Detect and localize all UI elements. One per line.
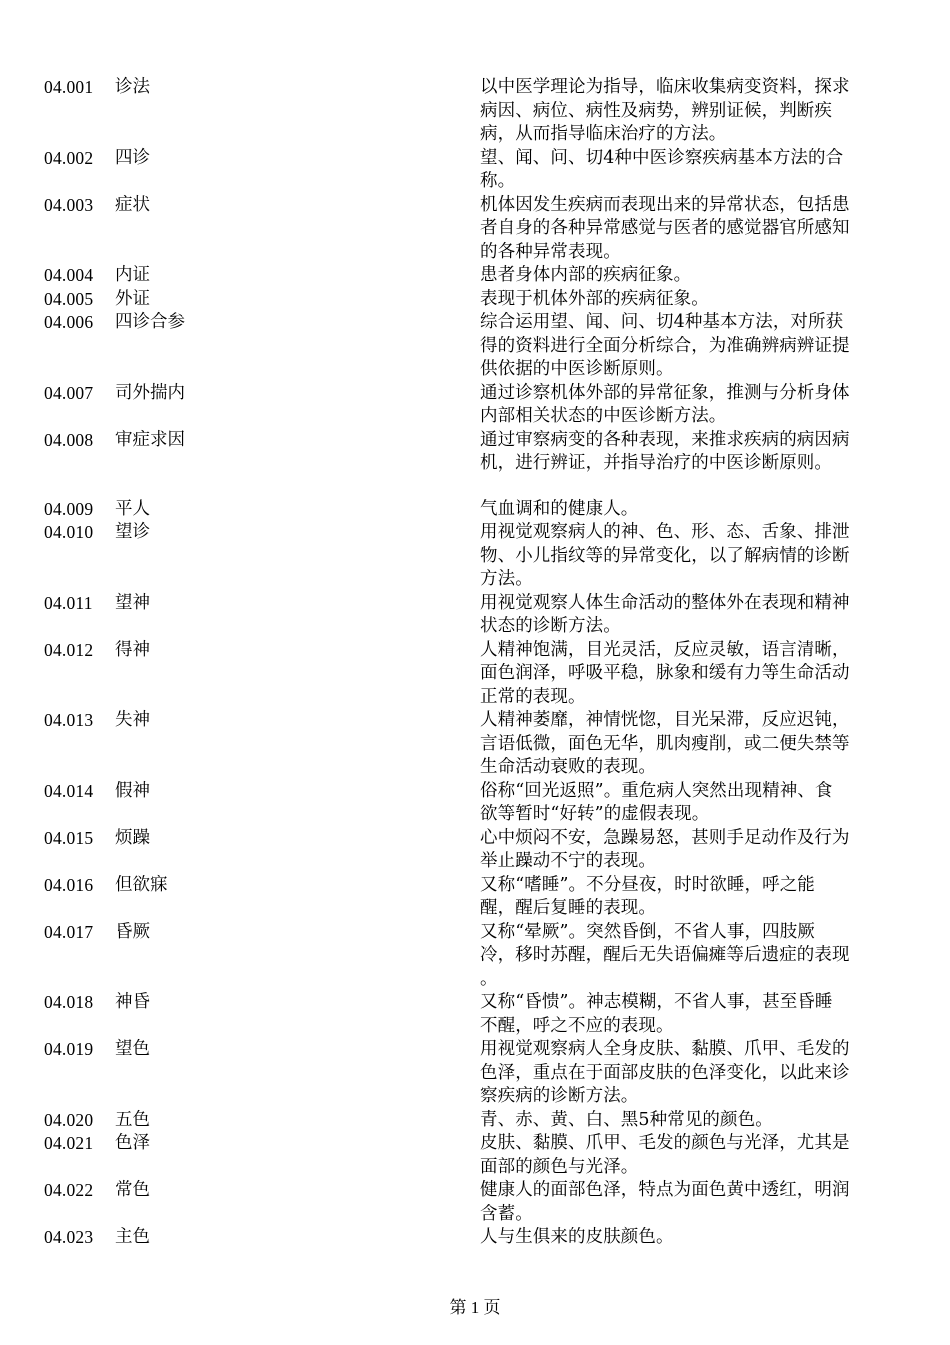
entry-code: 04.001	[44, 77, 94, 97]
entry-term: 望诊	[115, 522, 150, 542]
entry-term: 主色	[115, 1227, 150, 1247]
glossary-entry	[0, 874, 950, 921]
entry-term: 神昏	[115, 992, 150, 1012]
entry-definition: 健康人的面部色泽，特点为面色黄中透红，明润 含蓄。	[480, 1180, 850, 1224]
glossary-entry	[0, 264, 950, 288]
entry-definition: 通过审察病变的各种表现，来推求疾病的病因病 机，进行辨证，并指导治疗的中医诊断原则。	[480, 429, 850, 473]
entry-code: 04.018	[44, 992, 94, 1012]
glossary-entry	[0, 76, 950, 147]
glossary-entry	[0, 382, 950, 429]
entry-term: 症状	[115, 194, 150, 215]
entry-code: 04.008	[44, 429, 94, 450]
entry-definition: 气血调和的健康人。	[480, 498, 639, 519]
glossary-entry-list	[0, 76, 950, 1250]
entry-definition: 又称“晕厥”。突然昏倒，不省人事，四肢厥 冷，移时苏醒，醒后无失语偏瘫等后遗症的表现 。	[480, 921, 850, 989]
entry-code: 04.010	[44, 522, 94, 542]
entry-code: 04.006	[44, 312, 94, 332]
entry-definition: 患者身体内部的疾病征象。	[480, 265, 692, 285]
entry-definition: 望、闻、问、切4种中医诊察疾病基本方法的合 称。	[480, 147, 844, 191]
entry-definition: 人精神饱满，目光灵活，反应灵敏，语言清晰， 面色润泽，呼吸平稳，脉象和缓有力等生命活动 正常的表现。	[480, 639, 850, 707]
glossary-entry	[0, 921, 950, 992]
entry-definition: 用视觉观察病人全身皮肤、黏膜、爪甲、毛发的 色泽，重点在于面部皮肤的色泽变化，以此来诊 察疾病的诊断方法。	[480, 1039, 850, 1106]
glossary-entry	[0, 991, 950, 1038]
glossary-entry	[0, 639, 950, 710]
entry-term: 烦躁	[115, 827, 150, 848]
entry-definition: 人精神萎靡，神情恍惚，目光呆滞，反应迟钝， 言语低微，面色无华，肌肉瘦削，或二便失禁等 生命活动衰败的表现。	[480, 710, 850, 777]
entry-term: 假神	[115, 780, 150, 801]
entry-term: 五色	[115, 1109, 150, 1130]
entry-code: 04.009	[44, 498, 94, 519]
entry-term: 四诊合参	[115, 312, 185, 332]
entry-term: 平人	[115, 498, 150, 519]
glossary-entry	[0, 1109, 950, 1133]
glossary-entry	[0, 147, 950, 194]
entry-code: 04.019	[44, 1039, 94, 1059]
entry-code: 04.015	[44, 827, 94, 848]
entry-code: 04.017	[44, 921, 94, 942]
glossary-entry	[0, 429, 950, 476]
glossary-entry	[0, 498, 950, 522]
entry-definition: 机体因发生疾病而表现出来的异常状态，包括患 者自身的各种异常感觉与医者的感觉器官所感知 的各种异常表现。	[480, 194, 850, 262]
entry-term: 得神	[115, 639, 150, 660]
entry-definition: 皮肤、黏膜、爪甲、毛发的颜色与光泽，尤其是 面部的颜色与光泽。	[480, 1133, 850, 1177]
entry-term: 外证	[115, 288, 150, 309]
glossary-entry	[0, 709, 950, 780]
glossary-entry	[0, 1038, 950, 1109]
entry-term: 诊法	[115, 77, 150, 97]
entry-term: 望色	[115, 1039, 150, 1059]
glossary-entry	[0, 592, 950, 639]
entry-code: 04.012	[44, 639, 94, 660]
entry-code: 04.011	[44, 592, 93, 613]
page-number-footer: 第 1 页	[449, 1298, 501, 1317]
glossary-entry	[0, 288, 950, 312]
glossary-entry	[0, 780, 950, 827]
entry-code: 04.005	[44, 288, 94, 309]
entry-definition: 综合运用望、闻、问、切4种基本方法，对所获 得的资料进行全面分析综合，为准确辨病辨证提 供依据的中医诊断原则。	[480, 312, 850, 379]
entry-code: 04.003	[44, 194, 94, 215]
entry-code: 04.014	[44, 780, 94, 801]
entry-term: 四诊	[115, 147, 150, 168]
entry-definition: 通过诊察机体外部的异常征象，推测与分析身体 内部相关状态的中医诊断方法。	[480, 382, 850, 426]
entry-definition: 用视觉观察人体生命活动的整体外在表现和精神 状态的诊断方法。	[480, 592, 850, 636]
glossary-entry	[0, 521, 950, 592]
entry-term: 望神	[115, 592, 150, 613]
glossary-entry	[0, 311, 950, 382]
entry-code: 04.020	[44, 1109, 94, 1130]
entry-definition: 俗称“回光返照”。重危病人突然出现精神、食 欲等暂时“好转”的虚假表现。	[480, 780, 833, 824]
entry-code: 04.007	[44, 382, 94, 403]
glossary-entry	[0, 194, 950, 265]
entry-code: 04.023	[44, 1227, 94, 1247]
glossary-entry	[0, 1179, 950, 1226]
entry-definition: 心中烦闷不安，急躁易怒，甚则手足动作及行为 举止躁动不宁的表现。	[480, 827, 850, 871]
entry-definition: 又称“昏愦”。神志模糊，不省人事，甚至昏睡 不醒，呼之不应的表现。	[480, 992, 833, 1036]
entry-definition: 用视觉观察病人的神、色、形、态、舌象、排泄 物、小儿指纹等的异常变化，以了解病情的诊断 方法。	[480, 522, 850, 589]
entry-definition: 人与生俱来的皮肤颜色。	[480, 1227, 674, 1247]
entry-definition: 又称“嗜睡”。不分昼夜，时时欲睡，呼之能 醒，醒后复睡的表现。	[480, 874, 815, 918]
entry-code: 04.002	[44, 147, 94, 168]
entry-term: 但欲寐	[115, 874, 168, 895]
entry-term: 审症求因	[115, 429, 185, 450]
entry-code: 04.016	[44, 874, 94, 895]
glossary-entry	[0, 1132, 950, 1179]
entry-definition: 以中医学理论为指导，临床收集病变资料，探求 病因、病位、病性及病势，辨别证候，判断疾 病，从而指导临床治疗的方法。	[480, 77, 850, 144]
glossary-entry	[0, 1226, 950, 1250]
entry-definition: 青、赤、黄、白、黑5种常见的颜色。	[480, 1109, 773, 1130]
entry-code: 04.021	[44, 1133, 94, 1153]
entry-term: 昏厥	[115, 921, 150, 942]
entry-term: 内证	[115, 265, 150, 285]
entry-term: 失神	[115, 710, 150, 730]
glossary-entry	[0, 827, 950, 874]
entry-code: 04.022	[44, 1180, 94, 1200]
entry-definition: 表现于机体外部的疾病征象。	[480, 288, 709, 309]
entry-code: 04.004	[44, 265, 94, 285]
entry-term: 司外揣内	[115, 382, 185, 403]
entry-code: 04.013	[44, 710, 94, 730]
entry-term: 常色	[115, 1180, 150, 1200]
entry-term: 色泽	[115, 1133, 150, 1153]
